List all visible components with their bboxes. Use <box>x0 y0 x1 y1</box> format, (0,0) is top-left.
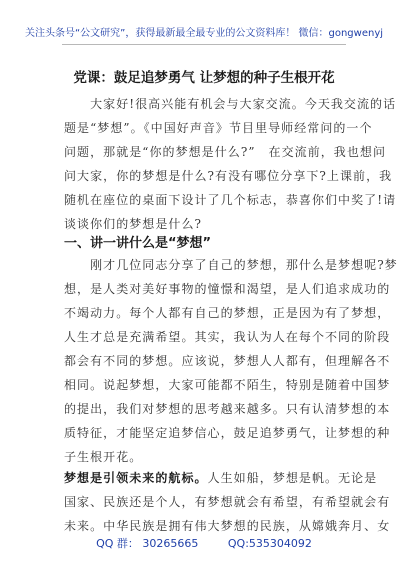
paragraph-line: 的提出，我们对梦想的思考越来越多。只有认清梦想的本 <box>64 402 391 416</box>
paragraph-line: 质特征，才能坚定追梦信心，鼓足追梦勇气，让梦想的种 <box>64 426 391 440</box>
paragraph-2 <box>64 466 391 538</box>
paragraph-line: 未来。中华民族是拥有伟大梦想的民族，从嫦娥奔月、女 <box>64 519 391 533</box>
paragraph-line: 想，是人类对美好事物的憧憬和渴望，是人们追求成功的 <box>64 282 391 296</box>
paragraph-line: 问大家，你的梦想是什么?有没有哪位分享下?上课前，我 <box>64 169 393 183</box>
header-note: 关注头条号“公文研究”，获得最新最全最专业的公文资料库！ 微信：gongwenyj <box>24 28 384 39</box>
paragraph-line: 都会有不同的梦想。应该说，梦想人人都有，但理解各不 <box>64 354 391 368</box>
footer-note <box>0 535 408 551</box>
paragraph-line: 子生根开花。 <box>64 450 143 464</box>
paragraph-line: 问题，那就是“你的梦想是什么?” 在交流前，我也想问 <box>64 145 387 159</box>
paragraph-line: 相同。说起梦想，大家可能都不陌生，特别是随着中国梦 <box>64 378 391 392</box>
paragraph-line: 刚才几位同志分享了自己的梦想，那什么是梦想呢?梦 <box>64 258 398 272</box>
section-heading: 一、讲一讲什么是“梦想” <box>64 236 212 251</box>
paragraph-line: 不竭动力。每个人都有自己的梦想，正是因为有了梦想， <box>64 306 391 320</box>
paragraph-line: 国家、民族还是个人，有梦想就会有希望，有希望就会有 <box>64 495 391 509</box>
paragraph-lead-bold: 梦想是引领未来的航标。 <box>64 471 208 485</box>
header-divider <box>62 44 346 45</box>
section1-paragraph <box>64 253 398 469</box>
paragraph-line: 谈谈你们的梦想是什么? <box>64 217 202 231</box>
paragraph-line: 随机在座位的桌面下设计了几个标志，恭喜你们中奖了!请 <box>64 193 397 207</box>
paragraph-line: 大家好!很高兴能有机会与大家交流。今天我交流的话 <box>64 97 397 111</box>
footer-qq-group: QQ 群： 30265665 <box>96 537 199 550</box>
page-title: 党课：鼓足追梦勇气 让梦想的种子生根开花 <box>73 70 335 86</box>
paragraph-line-rest: 人生如船，梦想是帆。无论是 <box>207 471 378 485</box>
intro-paragraph <box>64 92 397 236</box>
footer-qq-number: QQ:535304092 <box>227 537 312 550</box>
paragraph-line: 人生才总是充满希望。其实，我认为人在每个不同的阶段 <box>64 330 391 344</box>
paragraph-line: 题是“梦想”。《中国好声音》节目里导师经常问的一个 <box>64 121 373 135</box>
paragraph-line <box>64 466 378 490</box>
